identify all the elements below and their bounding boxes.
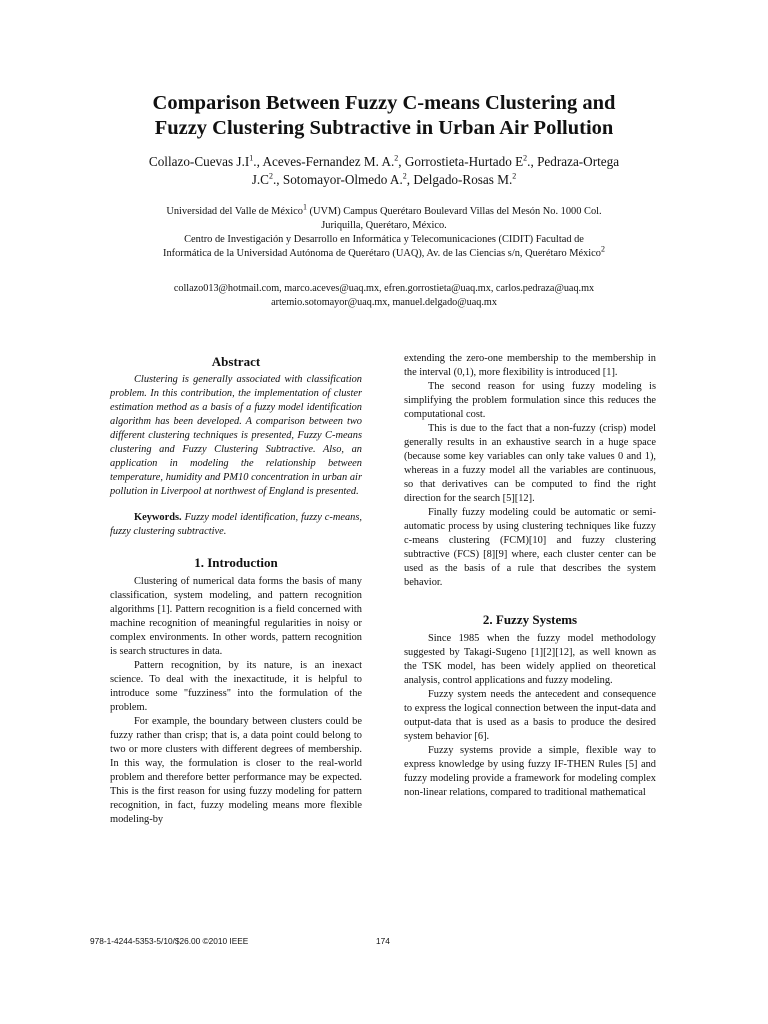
- affiliation-text: Universidad del Valle de México: [166, 206, 303, 217]
- affiliation-text: (UVM) Campus Querétaro Boulevard Villas del Mesón No. 1000 Col.: [306, 206, 602, 217]
- author-name: Collazo-Cuevas J.I: [148, 154, 250, 169]
- affiliation-2-line-2: [96, 244, 672, 261]
- section-heading-fuzzy-systems: 2. Fuzzy Systems: [482, 612, 578, 627]
- author-list: [100, 153, 668, 189]
- affiliation-1-line-2: Juriquilla, Querétaro, México.: [321, 220, 447, 231]
- affiliation-mark: 2: [601, 244, 605, 254]
- keywords-text: Fuzzy model identification, fuzzy c-means, fuzzy clustering subtractive.: [110, 512, 362, 537]
- affiliation-2-line-1: Centro de Investigación y Desarrollo en Informática y Telecomunicaciones (CIDIT) Facultad de: [184, 234, 584, 245]
- author-separator: .,: [527, 154, 538, 169]
- author-name: Pedraza-Ortega: [537, 154, 620, 169]
- keywords: [110, 511, 362, 539]
- section-heading-introduction: 1. Introduction: [194, 555, 278, 570]
- author-affil-mark: 1: [249, 153, 254, 163]
- author-name: Delgado-Rosas M.: [413, 172, 513, 187]
- author-separator: ,: [406, 172, 414, 187]
- title-line-2: Fuzzy Clustering Subtractive in Urban Air Pollution: [154, 117, 614, 139]
- affiliations: [96, 202, 672, 261]
- keywords-label: Keywords.: [134, 512, 182, 523]
- email-line-2: artemio.sotomayor@uaq.mx, manuel.delgado@uaq.mx: [271, 297, 497, 308]
- paper-title: [60, 91, 708, 141]
- paragraph: Clustering of numerical data forms the basis of many classification, system modeling, and pattern recognition algorithms [1]. Pattern recognition is a field concerned with machine recognition of meaningful regularities in noisy or complex environments. In other words, pattern recognition is search structures in data.: [110, 576, 362, 657]
- affiliation-1-line-1: [96, 202, 672, 219]
- paragraph: Finally fuzzy modeling could be automatic or semi-automatic process by using clustering techniques like fuzzy c-means clustering (FCM)[10] and fuzzy clustering subtractive (FCS) [8][9] where, each cluster center can be used as the basis of a rule that describes the system behavior.: [404, 507, 656, 588]
- author-name: J.C: [251, 172, 269, 187]
- right-column: [404, 352, 656, 800]
- affiliation-text: Informática de la Universidad Autónoma de Querétaro (UAQ), Av. de las Ciencias s/n, Querétaro México: [163, 248, 601, 259]
- author-affil-mark: 2: [512, 171, 517, 181]
- author-emails: [96, 282, 672, 310]
- author-affil-mark: 2: [394, 153, 399, 163]
- abstract-text: Clustering is generally associated with classification problem. In this contribution, the implementation of cluster estimation method as a basis of a fuzzy model identification algorithm has been developed. A comparison between two different clustering techniques is presented, Fuzzy C-means clustering and Fuzzy Clustering Subtractive. Also, an application in modeling the relationship between temperature, humidity and PM10 concentration in urban air pollution in Liverpool at northwest of England is presented.: [110, 374, 362, 497]
- paragraph: Fuzzy systems provide a simple, flexible way to express knowledge by using fuzzy IF-THEN Rules [5] and fuzzy modeling provide a framework for modeling complex non-linear relations, compared to traditional mathematical: [404, 745, 656, 798]
- author-affil-mark: 2: [402, 171, 407, 181]
- page-number: 174: [376, 936, 390, 946]
- author-separator: .,: [272, 172, 283, 187]
- paragraph: Pattern recognition, by its nature, is an inexact science. To deal with the inexactitude, it is helpful to introduce some "fuzziness" into the formulation of the problem.: [110, 660, 362, 713]
- author-affil-mark: 2: [523, 153, 528, 163]
- paragraph: Since 1985 when the fuzzy model methodology suggested by Takagi-Sugeno [1][2][12], as well known as the TSK model, has been widely applied on theoretical analysis, control applications and fuzzy modeling.: [404, 633, 656, 686]
- author-line-1: [100, 153, 668, 171]
- title-line-1: Comparison Between Fuzzy C-means Clustering and: [152, 92, 616, 114]
- paragraph-continued: extending the zero-one membership to the membership in the interval (0,1), more flexibility is introduced [1].: [404, 353, 656, 378]
- paragraph: Fuzzy system needs the antecedent and consequence to express the logical connection between the input-data and output-data that is used as a basis to produce the desired system behavior [6].: [404, 689, 656, 742]
- author-line-2: [100, 171, 668, 189]
- paragraph: This is due to the fact that a non-fuzzy (crisp) model generally results in an exhaustive search in a huge space (because some key variables can only take values 0 and 1), whereas in a fuzzy model all the variables are continuous, so that derivatives can be computed to find the right direction for the search [5][12].: [404, 423, 656, 504]
- left-column: [110, 352, 362, 827]
- copyright-footer: 978-1-4244-5353-5/10/$26.00 ©2010 IEEE: [90, 936, 249, 946]
- author-separator: ,: [398, 154, 405, 169]
- abstract-heading: Abstract: [211, 354, 261, 369]
- email-line-1: collazo013@hotmail.com, marco.aceves@uaq.mx, efren.gorrostieta@uaq.mx, carlos.pedraza@uaq.mx: [173, 283, 595, 294]
- author-name: Sotomayor-Olmedo A.: [282, 172, 403, 187]
- author-affil-mark: 2: [268, 171, 273, 181]
- author-name: Gorrostieta-Hurtado E: [404, 154, 524, 169]
- paragraph: The second reason for using fuzzy modeling is simplifying the problem formulation since this reduces the computational cost.: [404, 381, 656, 420]
- paragraph: For example, the boundary between clusters could be fuzzy rather than crisp; that is, a data point could belong to two or more clusters with different degrees of membership. In this way, the formulation is closer to the real-world problem and therefore better performance may be expected. This is the first reason for using fuzzy modeling for pattern recognition, in fact, fuzzy modeling means more flexible modeling-by: [110, 716, 362, 825]
- author-name: Aceves-Fernandez M. A.: [262, 154, 395, 169]
- author-separator: .,: [253, 154, 263, 169]
- affiliation-mark: 1: [302, 202, 307, 212]
